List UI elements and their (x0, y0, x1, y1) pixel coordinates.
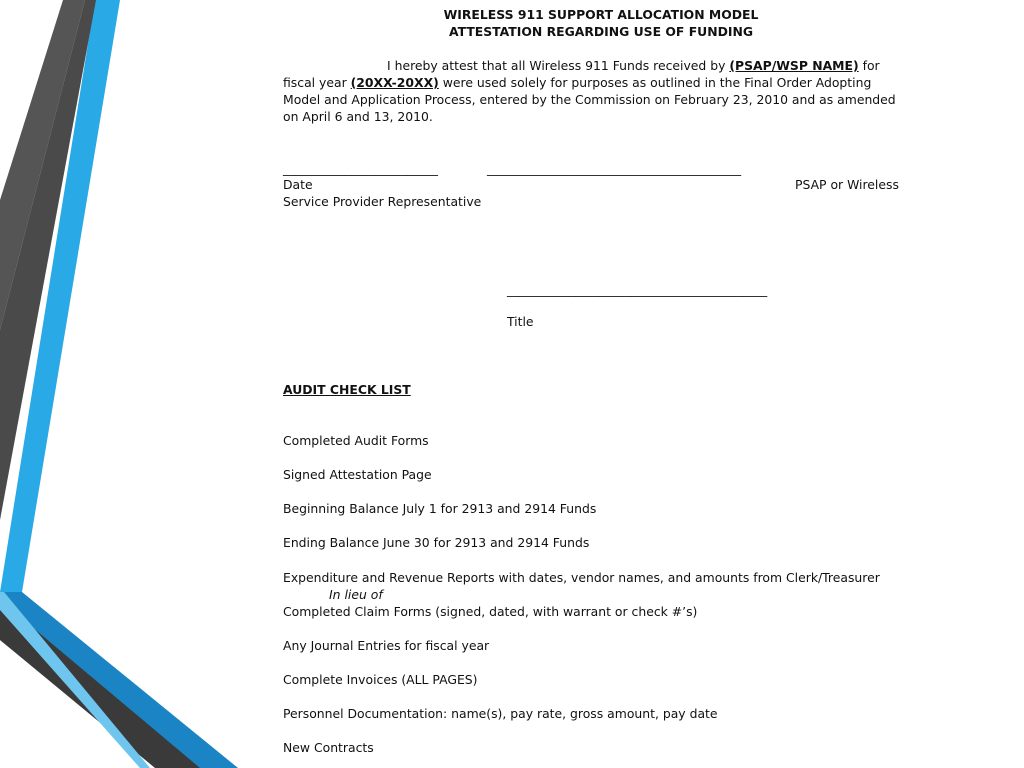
checklist-item: Any Journal Entries for fiscal year (283, 638, 490, 653)
checklist-item: Beginning Balance July 1 for 2913 and 2914 Funds (283, 501, 597, 516)
fiscal-year-field: (20XX-20XX) (350, 75, 439, 90)
checklist-item: Expenditure and Revenue Reports with dates, vendor names, and amounts from Clerk/Treasurer (283, 570, 880, 585)
attestation-text-c: were used solely for purposes as outlined in the Final Order Adopting Model and Application Process, entered by the Commission on February 23, 2010 and as amended on April 6 and 13, 2010. (283, 75, 896, 124)
rep-signature-line: _________________________________________ (487, 161, 742, 176)
checklist-item: Signed Attestation Page (283, 467, 432, 482)
audit-checklist-heading: AUDIT CHECK LIST (283, 382, 411, 397)
rep-label: Service Provider Representative (283, 194, 482, 209)
checklist-item: New Contracts (283, 740, 374, 755)
header-line-1: WIRELESS 911 SUPPORT ALLOCATION MODEL (443, 7, 759, 22)
checklist-item: Completed Audit Forms (283, 433, 429, 448)
attestation-text-a: I hereby attest that all Wireless 911 Funds received by (387, 58, 730, 73)
header-line-2: ATTESTATION REGARDING USE OF FUNDING (448, 24, 754, 39)
attestation-text-b: for fiscal year (283, 58, 880, 90)
checklist-item: Completed Claim Forms (signed, dated, with warrant or check #’s) (283, 604, 698, 619)
psap-name-field: (PSAP/WSP NAME) (729, 58, 859, 73)
checklist-item: Personnel Documentation: name(s), pay rate, gross amount, pay date (283, 706, 718, 721)
date-label: Date (283, 177, 313, 192)
checklist-item: Ending Balance June 30 for 2913 and 2914 Funds (283, 535, 590, 550)
in-lieu-of-note: In lieu of (329, 587, 383, 602)
date-signature-line: _________________________ (283, 161, 438, 176)
checklist-item: Complete Invoices (ALL PAGES) (283, 672, 478, 687)
title-signature-line: __________________________________________ (507, 282, 768, 297)
psap-label: PSAP or Wireless (795, 177, 899, 192)
attestation-paragraph (283, 57, 908, 125)
title-label: Title (507, 314, 534, 329)
